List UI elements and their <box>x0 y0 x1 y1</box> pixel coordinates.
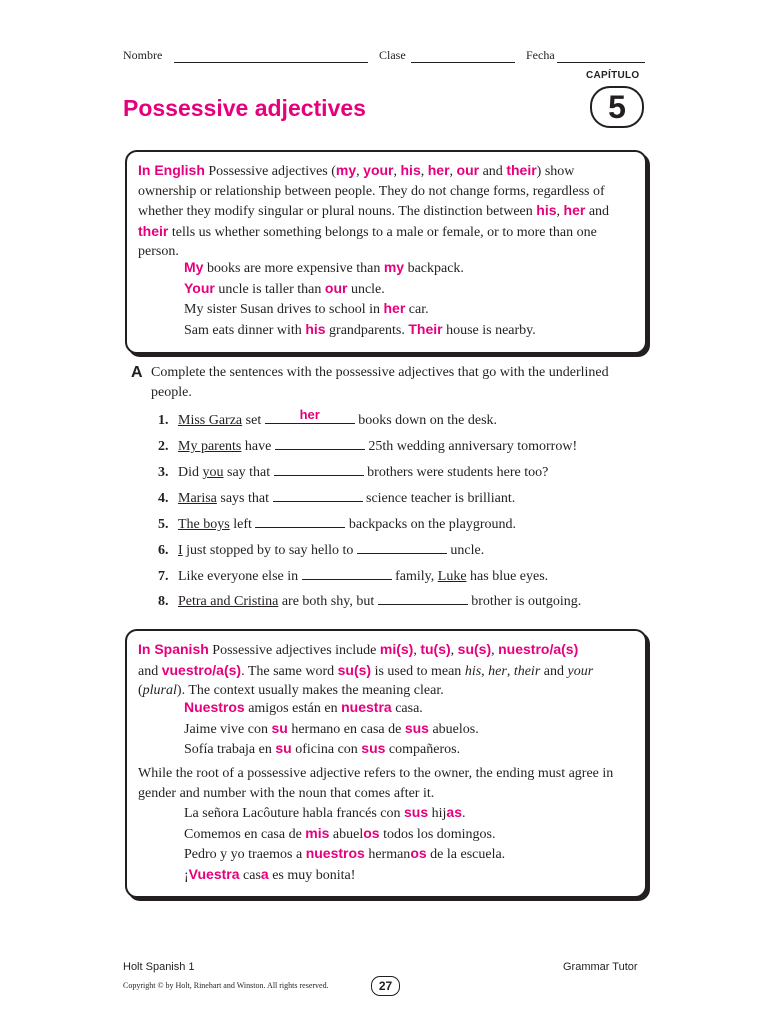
text: and <box>138 663 162 679</box>
page-title: Possessive adjectives <box>123 95 366 121</box>
answer-blank[interactable] <box>302 566 392 580</box>
text: abuel <box>329 826 364 842</box>
underlined-subject: Miss Garza <box>178 413 243 428</box>
text: car. <box>405 302 429 317</box>
item-number: 4. <box>158 491 169 506</box>
text: , <box>556 204 564 219</box>
text: , <box>481 663 489 679</box>
item-number: 3. <box>158 465 169 480</box>
text: amigos están en <box>244 701 342 716</box>
text: and <box>479 164 507 179</box>
keyword: my <box>383 259 405 275</box>
text: hij <box>428 806 447 821</box>
english-examples <box>138 258 632 340</box>
keyword: sus <box>404 719 429 736</box>
keyword: tu(s) <box>420 641 451 657</box>
text: La señora Lacôuture habla francés con <box>184 806 404 821</box>
item-number: 1. <box>158 413 169 428</box>
text: , <box>506 663 514 679</box>
keyword: su(s) <box>457 641 492 657</box>
activity-letter: A <box>131 364 143 381</box>
text: Sam eats dinner with <box>184 322 306 338</box>
keyword: Nuestros <box>184 699 245 715</box>
underlined-subject: you <box>202 465 224 480</box>
keyword: mi(s) <box>379 641 414 657</box>
answer-blank[interactable] <box>275 436 365 450</box>
example-line <box>138 865 632 886</box>
nombre-label: Nombre <box>123 48 163 62</box>
text: Possessive adjectives include <box>208 643 380 658</box>
text: grandparents. <box>325 322 409 338</box>
text: Like everyone else in <box>178 569 302 584</box>
activity-instructions: Complete the sentences with the possessive adjectives that go with the underlined people. <box>151 365 609 400</box>
answer-blank[interactable] <box>265 407 355 424</box>
keyword: Your <box>184 279 215 296</box>
text: brothers were students here too? <box>363 465 549 480</box>
example-line <box>138 320 632 341</box>
chapter-number-badge: 5 <box>590 86 644 128</box>
text: house is nearby. <box>442 322 536 338</box>
keyword: sus <box>361 740 386 756</box>
text: backpack. <box>404 261 464 276</box>
clase-field[interactable] <box>411 62 515 63</box>
exercise-item <box>158 540 484 559</box>
item-number: 6. <box>158 543 169 558</box>
exercise-item <box>158 488 515 507</box>
keyword: your <box>363 162 394 178</box>
keyword: nuestros <box>305 845 365 861</box>
text: cas <box>239 867 261 883</box>
text: are both shy, but <box>278 594 378 609</box>
example-line <box>138 803 632 824</box>
text: , <box>393 164 401 179</box>
text: abuelos. <box>428 721 479 737</box>
text: Comemos en casa de <box>184 826 306 842</box>
keyword: My <box>184 259 204 275</box>
text: uncle is taller than <box>214 281 325 297</box>
keyword: su <box>275 740 292 756</box>
italic-word: his <box>464 663 482 679</box>
item-number: 8. <box>158 594 169 609</box>
answer-blank[interactable] <box>255 514 345 528</box>
text: and <box>585 204 610 219</box>
text: , <box>413 643 421 658</box>
underlined-subject: Luke <box>437 569 467 584</box>
text: has blue eyes. <box>466 569 549 584</box>
text: , <box>449 164 457 179</box>
keyword: as <box>446 804 462 820</box>
text: family, <box>391 569 438 584</box>
answer-blank[interactable] <box>378 591 468 605</box>
text: casa. <box>391 701 423 716</box>
text: , <box>420 164 428 179</box>
copyright-notice: Copyright © by Holt, Rinehart and Winston. All rights reserved. <box>123 981 329 990</box>
text: ( <box>138 683 143 698</box>
text: . The same word <box>241 663 338 679</box>
text: is used to mean <box>371 663 465 679</box>
example-line <box>138 258 632 279</box>
exercise-item <box>158 462 548 481</box>
keyword: Vuestra <box>188 865 240 882</box>
exercise-item <box>158 566 548 585</box>
keyword: her <box>427 162 450 178</box>
text: brother is outgoing. <box>467 594 582 609</box>
english-heading: In English <box>138 162 205 178</box>
page-number: 27 <box>371 976 400 996</box>
text: , <box>450 643 458 658</box>
text: , <box>356 164 364 179</box>
example-line <box>138 698 632 719</box>
text: hermano en casa de <box>287 721 405 737</box>
footer-section-title: Grammar Tutor <box>563 961 638 973</box>
keyword: os <box>363 824 380 841</box>
text: es muy bonita! <box>268 867 356 883</box>
example-line <box>138 279 632 300</box>
example-line <box>138 824 632 845</box>
text: Sofía trabaja en <box>184 742 276 757</box>
keyword: their <box>506 162 537 178</box>
keyword: nuestro/a(s) <box>498 641 579 657</box>
text: and <box>540 663 568 679</box>
nombre-field[interactable] <box>174 62 368 63</box>
exercise-item <box>158 591 581 610</box>
italic-word: her <box>488 663 507 679</box>
keyword: his <box>400 162 421 178</box>
text: books down on the desk. <box>354 413 498 428</box>
text: Possessive adjectives ( <box>204 164 336 179</box>
exercise-item <box>158 514 516 533</box>
text: backpacks on the playground. <box>345 517 517 532</box>
spanish-examples-1 <box>138 698 632 760</box>
underlined-subject: The boys <box>178 517 230 532</box>
text: My sister Susan drives to school in <box>184 302 384 317</box>
keyword: his <box>536 202 557 218</box>
spanish-heading: In Spanish <box>138 641 209 657</box>
text: Pedro y yo traemos a <box>184 847 306 862</box>
keyword: her <box>383 300 406 316</box>
answer-blank[interactable] <box>357 540 447 554</box>
text: ¡ <box>184 867 189 883</box>
answer-blank[interactable] <box>273 488 363 502</box>
activity-a <box>131 363 651 402</box>
answer-text: her <box>299 407 320 422</box>
underlined-subject: I <box>178 543 183 558</box>
text: herman <box>364 847 411 862</box>
text: oficina con <box>291 742 362 757</box>
text: , <box>491 643 499 658</box>
text: ). The context usually makes the meaning clear. <box>176 683 444 698</box>
clase-label: Clase <box>379 48 406 62</box>
text: 25th wedding anniversary tomorrow! <box>364 439 578 454</box>
text: science teacher is brilliant. <box>362 491 516 506</box>
keyword: os <box>410 845 427 861</box>
keyword: sus <box>404 804 429 820</box>
text: uncle. <box>446 543 485 558</box>
keyword: a <box>260 865 269 882</box>
keyword: their <box>138 222 169 239</box>
text: ) show ownership or relationship between people. They do not change forms, regardless of whether they modify singular or plural nouns. The distinction between <box>138 164 605 219</box>
text: just stopped by to say hello to <box>182 543 357 558</box>
keyword: our <box>324 279 348 296</box>
chapter-label: CAPÍTULO <box>586 70 640 81</box>
text: compañeros. <box>385 742 461 757</box>
text: have <box>241 439 275 454</box>
keyword: Their <box>408 320 443 337</box>
text: left <box>229 517 256 532</box>
text: set <box>242 413 265 428</box>
text: uncle. <box>347 281 385 297</box>
answer-blank[interactable] <box>274 462 364 476</box>
english-explanation <box>138 161 632 262</box>
spanish-examples-2 <box>138 803 632 885</box>
keyword: su <box>271 719 288 736</box>
keyword: vuestro/a(s) <box>161 661 242 678</box>
fecha-field[interactable] <box>557 62 645 63</box>
exercise-item <box>158 407 498 429</box>
keyword: his <box>305 320 326 337</box>
fecha-label: Fecha <box>526 48 555 62</box>
text: Jaime vive con <box>184 721 272 737</box>
italic-word: your <box>567 663 594 679</box>
spanish-agreement-paragraph: While the root of a possessive adjective refers to the owner, the ending must agree in gender and number with the noun that comes after it. <box>138 766 614 801</box>
keyword: our <box>456 162 480 178</box>
item-number: 5. <box>158 517 169 532</box>
keyword: su(s) <box>337 661 372 678</box>
underlined-subject: Marisa <box>178 491 217 506</box>
spanish-explanation <box>138 640 632 701</box>
text: Did <box>178 465 203 480</box>
text: books are more expensive than <box>203 261 384 276</box>
example-line <box>138 739 632 760</box>
text: says that <box>216 491 273 506</box>
underlined-subject: Petra and Cristina <box>178 594 279 609</box>
keyword: my <box>335 162 357 178</box>
italic-word: their <box>513 663 541 679</box>
text: de la escuela. <box>426 847 506 862</box>
text: todos los domingos. <box>379 826 496 842</box>
keyword: mis <box>305 824 330 841</box>
underlined-subject: My parents <box>178 439 242 454</box>
text: tells us whether something belongs to a male or female, or to more than one person. <box>138 224 597 259</box>
item-number: 2. <box>158 439 169 454</box>
text: say that <box>223 465 274 480</box>
item-number: 7. <box>158 569 169 584</box>
example-line <box>138 299 632 320</box>
text: . <box>461 806 466 821</box>
keyword: her <box>563 202 586 218</box>
exercise-item <box>158 436 577 455</box>
footer-book-title: Holt Spanish 1 <box>123 961 195 973</box>
italic-word: plural <box>142 683 177 698</box>
example-line <box>138 719 632 740</box>
example-line <box>138 844 632 865</box>
keyword: nuestra <box>341 699 392 715</box>
